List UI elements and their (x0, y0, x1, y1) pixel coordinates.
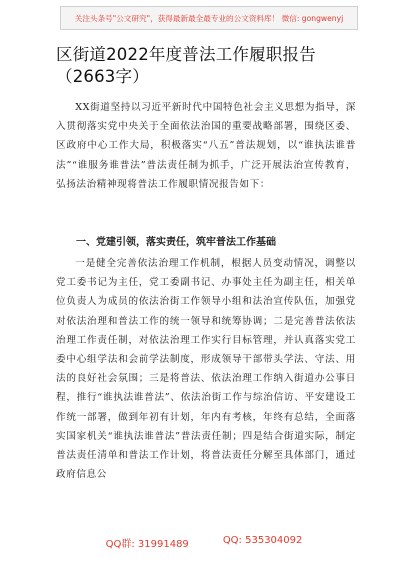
document-title: 区街道2022年度普法工作履职报告（2663字） (56, 45, 316, 86)
intro-section (56, 98, 356, 194)
banner-text: 关注头条号"公文研究"，获得最新最全最专业的公文资料库！ 微信: gongwenyj (74, 13, 344, 23)
section-body (56, 254, 356, 484)
section-paragraph: 一是健全完善依法治理工作机制，根据人员变动情况，调整以党工委书记为主任，党工委副书记、办事处主任为副主任，相关单位负责人为成员的依法治街工作领导小组和法治宣传队伍，加强党对依法治理和普法工作的统一领导和统筹协调；二是完善普法依法治理工作责任制，对依法治理工作实行目标管理，并认真落实党工委中心组学法和会前学法制度，形成领导干部带头学法、守法、用法的良好社会氛围；三是将普法、依法治理工作纳入街道办公事日程，推行“谁执法谁普法”、依法治街工作与综治信访、平安建设工作统一部署，做到年初有计划，年内有考核，年终有总结，全面落实国家机关“谁执法谁普法”普法责任制；四是结合街道实际，制定普法责任清单和普法工作计划，将普法责任分解至具体部门，通过政府信息公 (56, 258, 356, 481)
footer-qq: QQ: 535304092 (222, 535, 303, 546)
section-heading: 一、党建引领，落实责任，筑牢普法工作基础 (76, 237, 276, 248)
footer-qq-group: QQ群: 31991489 (105, 539, 189, 550)
header-banner (60, 6, 358, 30)
intro-paragraph: XX街道坚持以习近平新时代中国特色社会主义思想为指导，深入贯彻落实党中央关于全面依法治国的重要战略部署，围绕区委、区政府中心工作大局，积极落实“八五”普法规划，以“谁执法谁普法”“谁服务谁普法”普法责任制为抓手，广泛开展法治宣传教育，弘扬法治精神现将普法工作履职情况报告如下： (56, 102, 356, 190)
footer (0, 535, 408, 550)
